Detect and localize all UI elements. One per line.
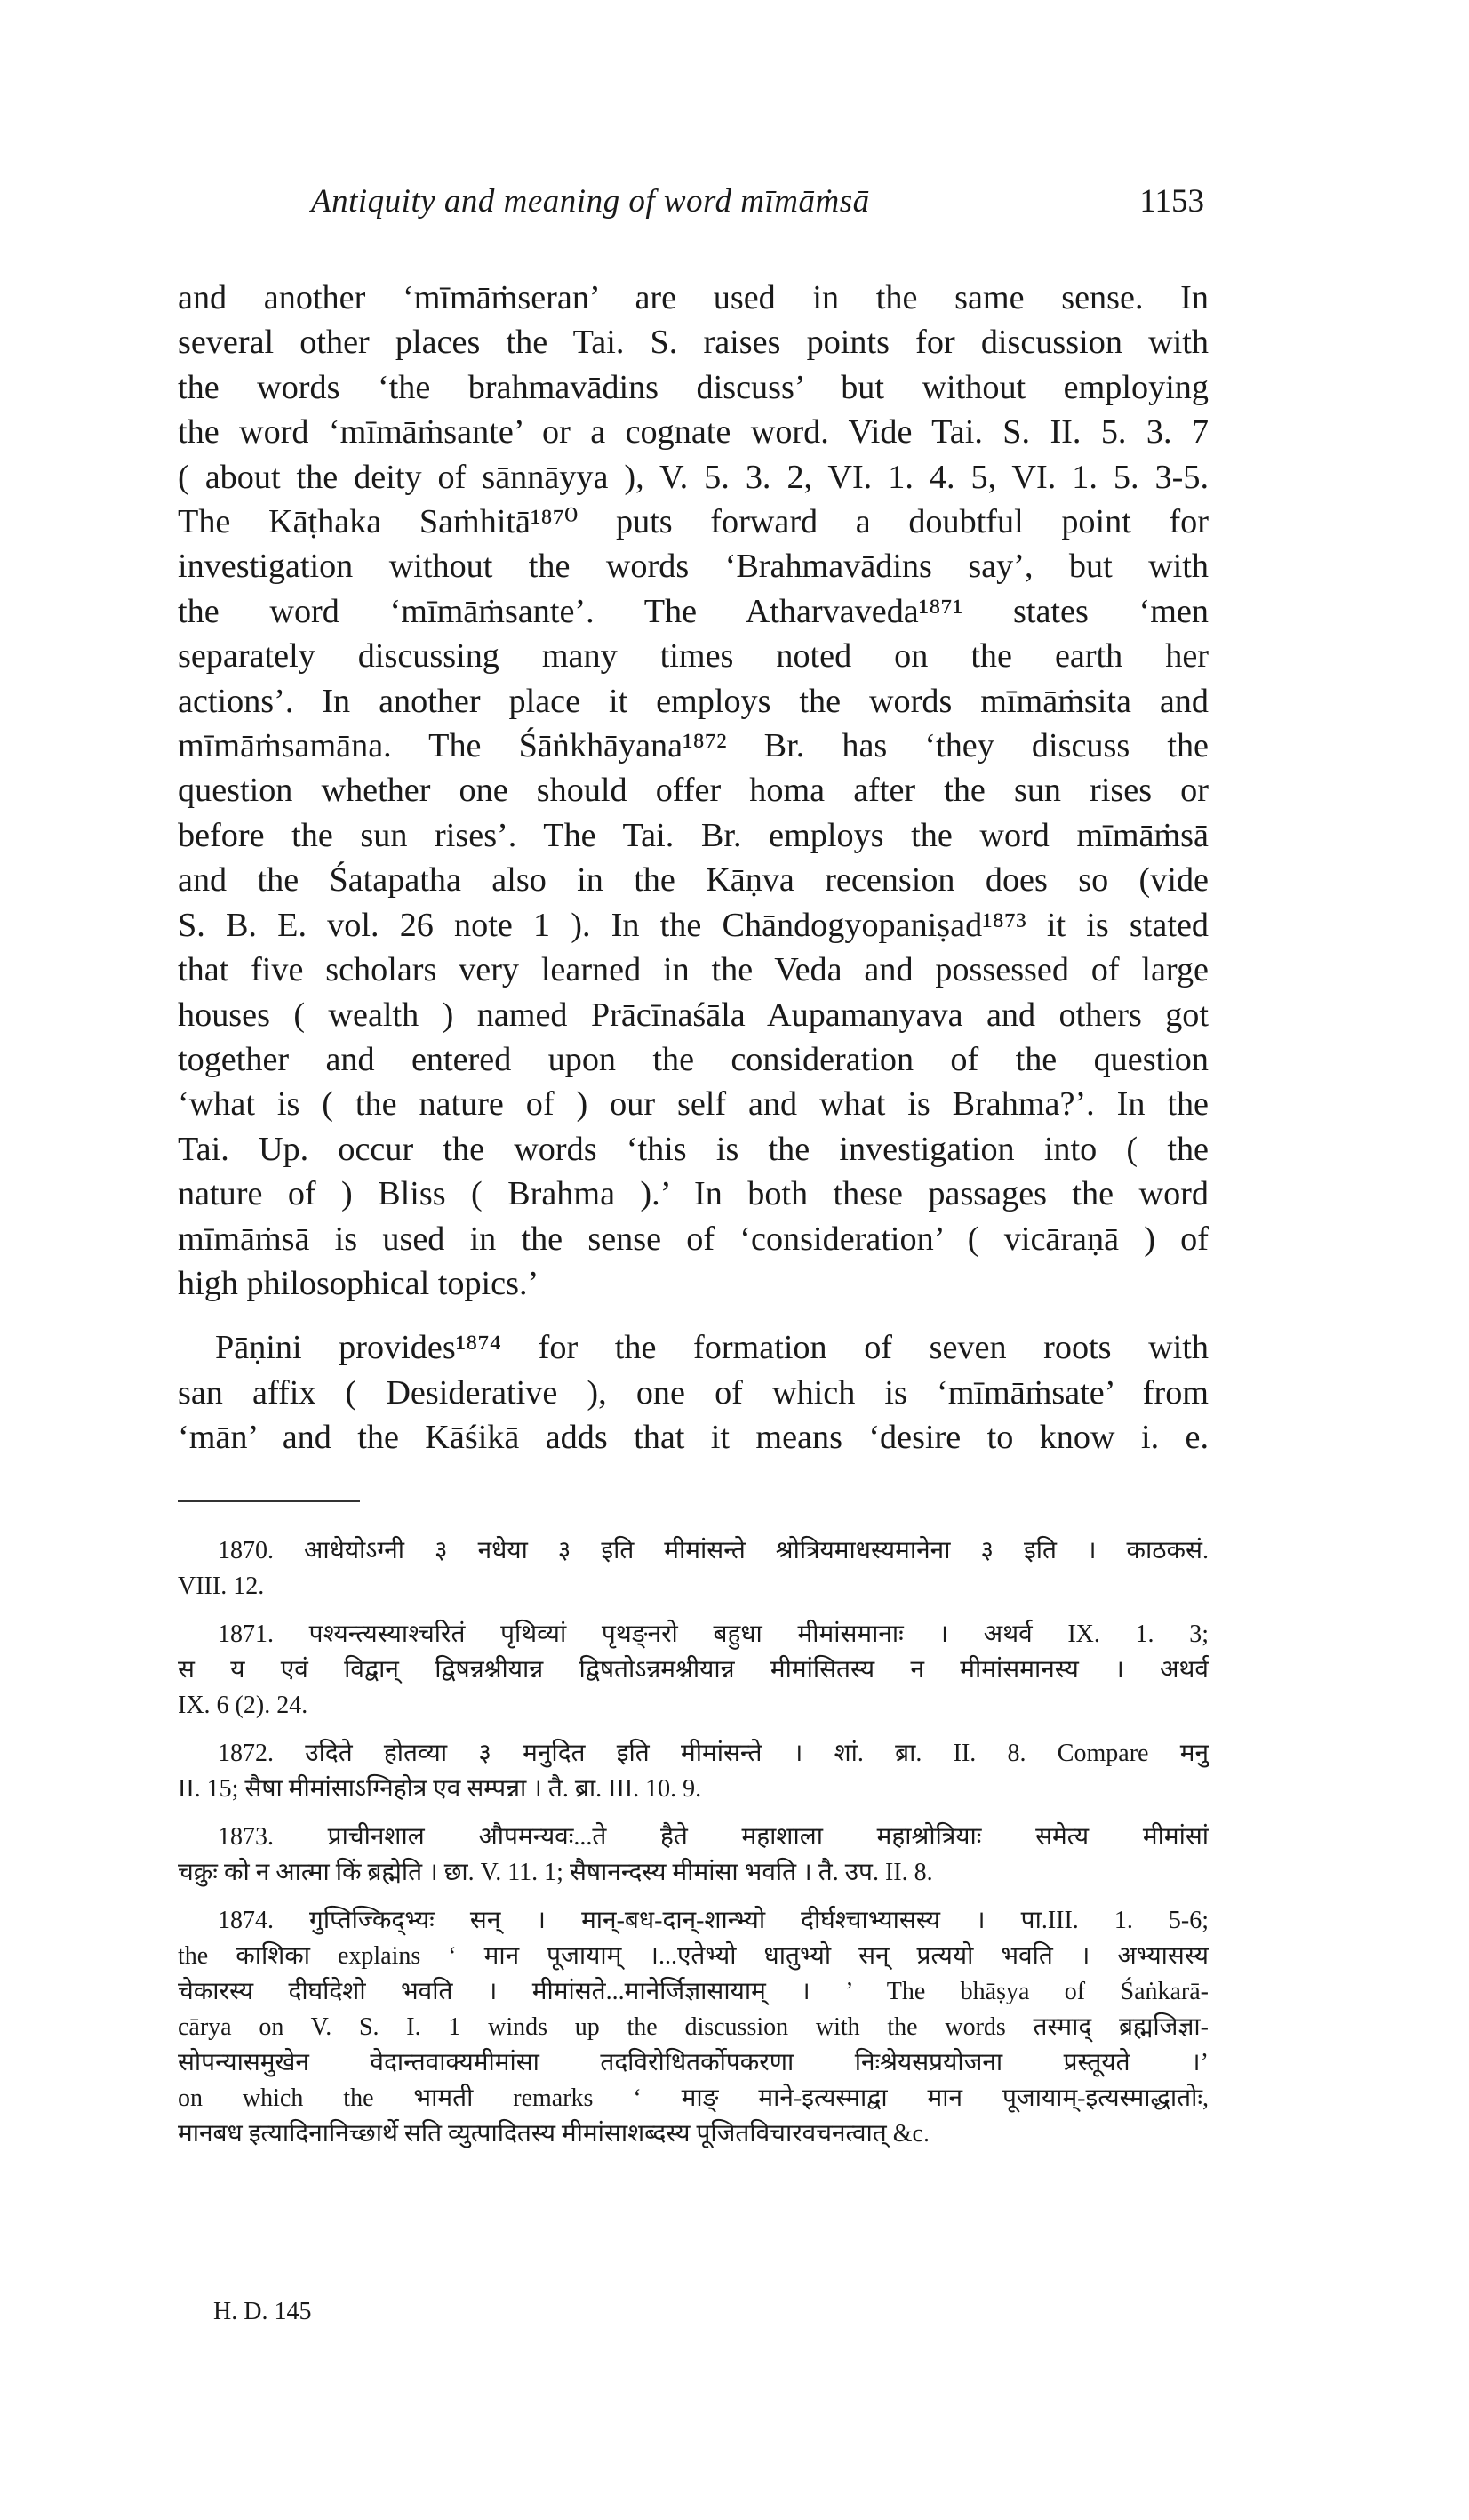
footnote-line: the काशिका explains ‘ मान पूजायाम् ।...एतेभ्यो धातुभ्यो सन् प्रत्ययो भवति । अभ्यासस्य xyxy=(178,1942,1209,1970)
text-line: san affix ( Desiderative ), one of which is ‘mīmāṁsate’ from xyxy=(178,1373,1209,1412)
text-line: mīmāṁsamāna. The Śāṅkhāyana¹⁸⁷² Br. has ‘they discuss the xyxy=(178,727,1209,765)
footnote-line: 1871. पश्यन्त्यस्याश्चरितं पृथिव्यां पृथङ्नरो बहुधा मीमांसमानाः । अथर्व IX. 1. 3; xyxy=(218,1620,1209,1648)
text-line: ‘mān’ and the Kāśikā adds that it means ‘desire to know i. e. xyxy=(178,1419,1209,1457)
main-text xyxy=(178,276,1209,1460)
text-line: and another ‘mīmāṁseran’ are used in the same sense. In xyxy=(178,279,1209,316)
text-line: investigation without the words ‘Brahmavādins say’, but with xyxy=(178,548,1209,586)
footnote-line: 1872. उदिते होतव्या ३ मनुदित इति मीमांसन्ते । शां. ब्रा. II. 8. Compare मनु xyxy=(218,1740,1209,1767)
printer-signature: H. D. 145 xyxy=(213,2298,312,2325)
text-line: separately discussing many times noted on the earth her xyxy=(178,637,1209,676)
footnote-line: on which the भामती remarks ‘ माङ् माने-इत्यस्माद्वा मान पूजायाम्-इत्यस्माद्धातोः, xyxy=(178,2084,1209,2112)
text-line: several other places the Tai. S. raises points for discussion with xyxy=(178,324,1209,362)
footnote-line: चक्रुः को न आत्मा किं ब्रह्मेति । छा. V. 11. 1; सैषानन्दस्य मीमांसा भवति । तै. उप. II. 8. xyxy=(178,1859,933,1886)
footnote-line: II. 15; सैषा मीमांसाऽग्निहोत्र एव सम्पन्ना । तै. ब्रा. III. 10. 9. xyxy=(178,1775,702,1803)
footnotes xyxy=(178,1533,1209,2152)
footnote-line: सोपन्यासमुखेन वेदान्तवाक्यमीमांसा तदविरोधितर्कोपकरणा निःश्रेयसप्रयोजना प्रस्तूयते ।’ xyxy=(178,2049,1209,2076)
footnote-line: 1870. आधेयोऽग्नी ३ नधेया ३ इति मीमांसन्ते श्रोत्रियमाधस्यमानेना ३ इति । काठकसं. xyxy=(218,1537,1209,1564)
text-line: and the Śatapatha also in the Kāṇva recension does so (vide xyxy=(178,861,1209,900)
footnote-1873 xyxy=(178,1820,1209,1891)
text-line: high philosophical topics.’ xyxy=(178,1264,539,1302)
text-line: ‘what is ( the nature of ) our self and what is Brahma?’. In the xyxy=(178,1085,1209,1124)
paragraph xyxy=(178,1325,1209,1460)
text-line: ( about the deity of sānnāyya ), V. 5. 3. 2, VI. 1. 4. 5, VI. 1. 5. 3-5. xyxy=(178,458,1209,496)
footnote-line: VIII. 12. xyxy=(178,1572,265,1600)
running-title: Antiquity and meaning of word mīmāṁsā xyxy=(311,183,870,220)
footnote-1872 xyxy=(178,1736,1209,1807)
text-line: actions’. In another place it employs the words mīmāṁsita and xyxy=(178,682,1209,720)
page-header xyxy=(302,182,1204,236)
footnote-line: cārya on V. S. I. 1 winds up the discussion with the words तस्माद् ब्रह्मजिज्ञा- xyxy=(178,2013,1209,2041)
footnote-rule xyxy=(178,1500,360,1502)
text-line: Pāṇini provides¹⁸⁷⁴ for the formation of seven roots with xyxy=(215,1329,1209,1367)
text-line: houses ( wealth ) named Prācīnaśāla Aupamanyava and others got xyxy=(178,996,1209,1034)
text-line: Tai. Up. occur the words ‘this is the investigation into ( the xyxy=(178,1130,1209,1168)
page-number: 1153 xyxy=(1139,183,1204,220)
footnote-line: मानबध इत्यादिनानिच्छार्थे सति व्युत्पादितस्य मीमांसाशब्दस्य पूजितविचारवचनत्वात् &c. xyxy=(178,2120,930,2148)
text-line: question whether one should offer homa after the sun rises or xyxy=(178,772,1209,810)
paragraph xyxy=(178,276,1209,1306)
text-line: the words ‘the brahmavādins discuss’ but without employing xyxy=(178,368,1209,406)
footnote-line: 1874. गुप्तिज्किद्भ्यः सन् । मान्-बध-दान्-शान्भ्यो दीर्घश्चाभ्यासस्य । पा.III. 1. 5-6; xyxy=(218,1907,1209,1934)
text-line: before the sun rises’. The Tai. Br. employs the word mīmāṁsā xyxy=(178,816,1209,854)
footnote-1871 xyxy=(178,1617,1209,1724)
text-line: together and entered upon the consideration of the question xyxy=(178,1040,1209,1078)
text-line: that five scholars very learned in the Veda and possessed of large xyxy=(178,951,1209,989)
text-line: S. B. E. vol. 26 note 1 ). In the Chāndogyopaniṣad¹⁸⁷³ it is stated xyxy=(178,906,1209,944)
footnote-1870 xyxy=(178,1533,1209,1604)
footnote-line: 1873. प्राचीनशाल औपमन्यवः...ते हैते महाशाला महाश्रोत्रियाः समेत्य मीमांसां xyxy=(218,1823,1209,1851)
footnote-line: IX. 6 (2). 24. xyxy=(178,1692,308,1719)
footnote-line: स य एवं विद्वान् द्विषन्नश्नीयान्न द्विषतोऽन्नमश्नीयान्न मीमांसितस्य न मीमांसमानस्य । अथर्व xyxy=(178,1656,1209,1684)
text-line: nature of ) Bliss ( Brahma ).’ In both these passages the word xyxy=(178,1175,1209,1213)
text-line: the word ‘mīmāṁsante’ or a cognate word. Vide Tai. S. II. 5. 3. 7 xyxy=(178,413,1209,452)
text-line: the word ‘mīmāṁsante’. The Atharvaveda¹⁸⁷¹ states ‘men xyxy=(178,592,1209,630)
text-line: mīmāṁsā is used in the sense of ‘consideration’ ( vicāraṇā ) of xyxy=(178,1220,1209,1258)
text-line: The Kāṭhaka Saṁhitā¹⁸⁷⁰ puts forward a doubtful point for xyxy=(178,503,1209,541)
footnote-1874 xyxy=(178,1903,1209,2152)
footnote-line: चेकारस्य दीर्घादेशो भवति । मीमांसते...मानेर्जिज्ञासायाम् । ’ The bhāṣya of Śaṅkarā- xyxy=(178,1978,1209,2005)
